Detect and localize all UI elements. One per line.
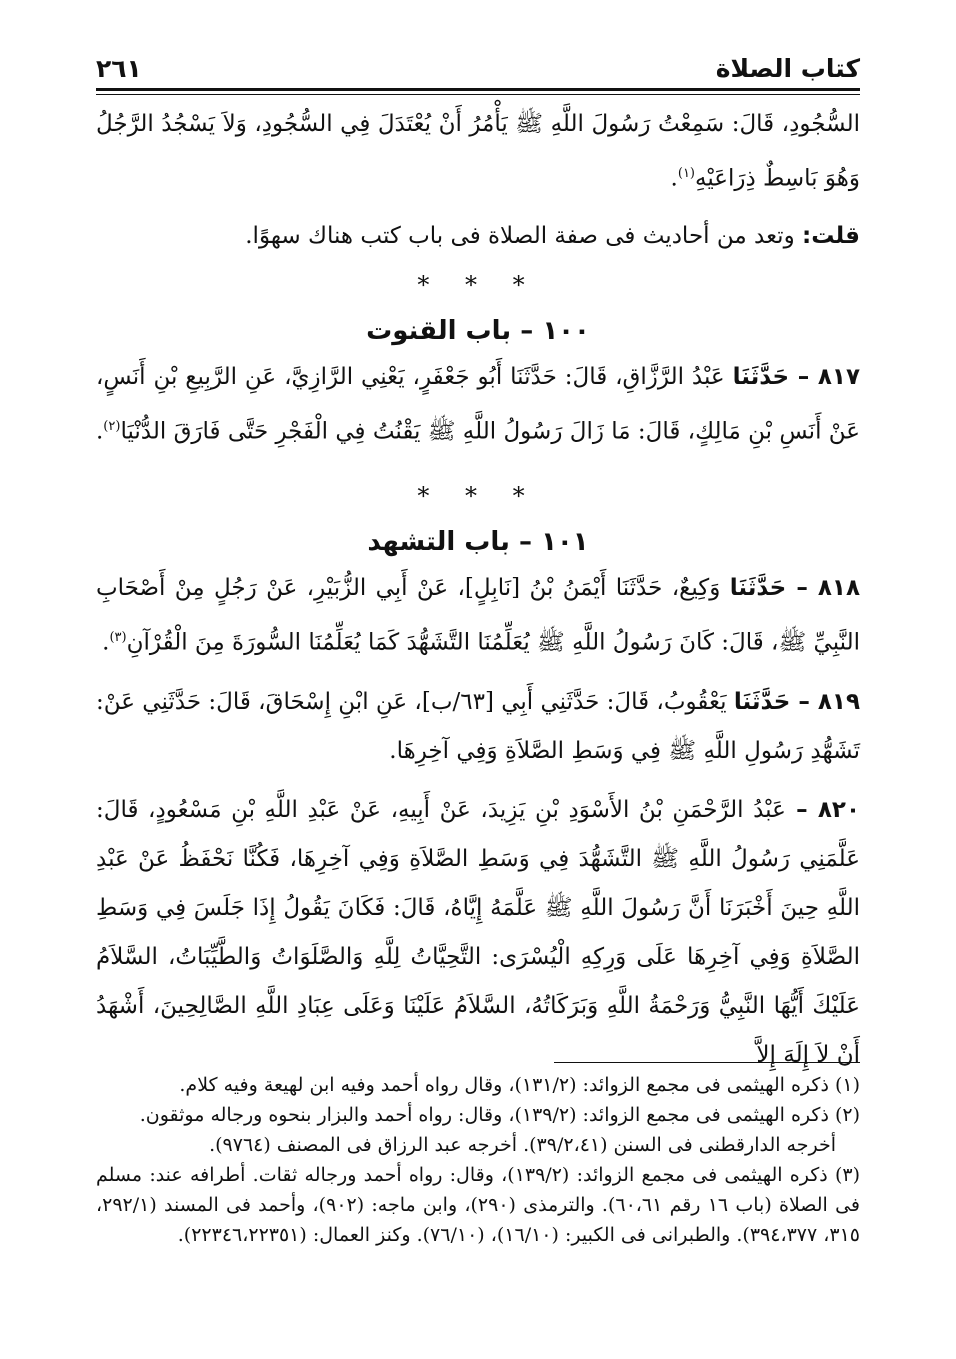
hadith-text: وَكِيعٌ، حَدَّثَنَا أَيْمَنُ بْنُ [نَابِلٍ]، عَنْ أَبِي الزُّبَيْرِ، عَنْ رَجُلٍ مِنْ أَصْحَابِ النَّبِيِّ ﷺ، قَالَ: كَانَ رَسُولُ اللَّهِ ﷺ يُعَلِّمُنَا التَّشَهُّدَ كَمَا يُعَلِّمُنَا السُّورَةَ مِنَ الْقُرْآنِ: [96, 575, 860, 656]
chapter-number: ١٠٠: [542, 315, 590, 346]
chapter-title: باب التشهد: [367, 527, 510, 558]
continued-paragraph: [96, 100, 860, 204]
footnote-ref-2: (٢): [103, 418, 121, 434]
hadith-dash: –: [790, 688, 818, 715]
page-header: [96, 48, 860, 88]
footnote-separator: [554, 1062, 860, 1063]
hadith-817: [96, 353, 860, 457]
footnote-1: [96, 1070, 860, 1100]
chapter-title: باب القنوت: [366, 315, 512, 346]
hadith-number: ٨١٨: [817, 575, 861, 602]
note-text: وتعد من أحاديث فى صفة الصلاة فى باب كتب هناك سهوًا.: [245, 222, 802, 249]
footnote-ref-1: (١): [677, 166, 695, 181]
footnotes: [96, 1070, 860, 1250]
hadith-819: [96, 678, 860, 776]
hadith-opening: حَدَّثَنَا: [732, 363, 790, 390]
header-rule-thin: [96, 94, 860, 95]
chapter-heading-101: [96, 520, 860, 564]
hadith-number: ٨١٧: [817, 363, 860, 390]
note-label: قلت:: [802, 222, 860, 249]
chapter-dash: –: [511, 315, 543, 346]
hadith-end: .: [102, 629, 110, 656]
hadith-opening: حَدَّثَنَا: [733, 688, 791, 715]
hadith-820: [96, 786, 860, 1080]
hadith-dash: –: [789, 363, 818, 390]
chapter-dash: –: [509, 527, 542, 558]
hadith-text: يَعْقُوبُ، قَالَ: حَدَّثَنِي أَبِي [٦٣/ب]، عَنِ ابْنِ إِسْحَاقَ، قَالَ: حَدَّثَنِي عَنْ: تَشَهُّدِ رَسُولِ اللَّهِ ﷺ فِي وَسَطِ الصَّلاَةِ وَفِي آخِرِهَا.: [96, 688, 860, 764]
footnote-2: [96, 1100, 860, 1160]
footnote-3: [96, 1160, 860, 1250]
editor-note: [96, 212, 860, 261]
hadith-dash: –: [785, 796, 818, 823]
running-title: كتاب الصلاة: [715, 53, 860, 83]
chapter-number: ١٠١: [541, 527, 589, 558]
hadith-818: [96, 564, 860, 668]
section-separator-stars: * * *: [417, 270, 539, 299]
continued-line-2: وَهُوَ بَاسِطٌ ذِرَاعَيْهِ: [695, 165, 860, 192]
footnote-line: وكنز العمال: (٢٢٣٤٦،٢٢٣٥١).: [177, 1224, 411, 1246]
footnote-line: (١) ذكره الهيثمى فى مجمع الزوائد: (١٣١/٢)، وقال رواه أحمد وفيه ابن لهيعة وفيه كلام.: [179, 1074, 860, 1096]
page-number: ٢٦١: [96, 53, 142, 83]
footnote-line: أخرجه الدارقطنى فى السنن (٣٩/٢،٤١). أخرجه عبد الرزاق فى المصنف (٩٧٦٤).: [209, 1134, 836, 1156]
footnote-line: مسلم فى الصلاة (باب ١٦ رقم ٦٠،٦١). والترمذى (٢٩٠)، وابن ماجه: (٩٠٢)، وأحمد: [96, 1164, 860, 1216]
continued-end: .: [670, 165, 678, 192]
hadith-end: .: [95, 418, 104, 445]
main-text: [96, 100, 860, 1080]
continued-line-1: السُّجُودِ، قَالَ: سَمِعْتُ رَسُولَ اللَّهِ ﷺ يَأْمُرُ أَنْ يُعْتَدَلَ فِي السُّجُودِ، وَلاَ يَسْجُدُ الرَّجُلُ: [96, 111, 860, 137]
hadith-text: عَبْدُ الرَّزَّاقِ، قَالَ: حَدَّثَنَا أَبُو جَعْفَرٍ، يَعْنِي الرَّازِيَّ، عَنِ الرَّبِيعِ بْنِ أَنَسٍ، عَنْ أَنَسِ بْنِ مَالِكٍ، قَالَ: مَا زَالَ رَسُولُ اللَّهِ ﷺ يَقْنُتُ فِي الْفَجْرِ حَتَّى فَارَقَ الدُّنْيَا: [96, 363, 860, 445]
hadith-opening: حَدَّثَنَا: [729, 575, 787, 602]
footnote-ref-3: (٣): [109, 630, 127, 646]
hadith-text: عَبْدُ الرَّحْمَنِ بْنُ الأَسْوَدِ بْنِ يَزِيدَ، عَنْ أَبِيهِ، عَنْ عَبْدِ اللَّهِ بْنِ مَسْعُودٍ، قَالَ: عَلَّمَنِي رَسُولُ اللَّهِ ﷺ التَّشَهُّدَ فِي وَسَطِ الصَّلاَةِ وَفِي آخِرِهَا، فَكُنَّا نَحْفَظُ عَنْ عَبْدِ اللَّهِ حِينَ أَخْبَرَنَا أَنَّ رَسُولَ اللَّهِ ﷺ عَلَّمَهُ إِيَّاهُ، قَالَ: فَكَانَ يَقُولُ إِذَا جَلَسَ فِي وَسَطِ الصَّلاَةِ وَفِي آخِرِهَا عَلَى وَرِكِهِ الْيُسْرَى: التَّحِيَّاتُ لِلَّهِ وَالصَّلَوَاتُ وَالطَّيِّبَاتُ، السَّلاَمُ عَلَيْكَ أَيُّهَا النَّبِيُّ وَرَحْمَةُ اللَّهِ وَبَرَكَاتُهُ، السَّلاَمُ عَلَيْنَا وَعَلَى عِبَادِ اللَّهِ الصَّالِحِينَ، أَشْهَدُ أَنْ لاَ إِلَهَ إِلاَّ: [96, 796, 860, 1068]
footnote-line: (٢) ذكره الهيثمى فى مجمع الزوائد: (١٣٩/٢)، وقال: رواه أحمد والبزار بنحوه ورجاله موثقون.: [139, 1104, 860, 1126]
hadith-number: ٨١٩: [817, 688, 860, 715]
chapter-heading-100: [96, 309, 860, 353]
header-rule-thick: [96, 88, 860, 91]
section-separator-stars-2: * * *: [417, 482, 539, 511]
hadith-number: ٨٢٠: [817, 796, 860, 823]
footnote-line: فى المسند (٢٩٢/١، ٣١٥، ٣٩٤،٣٧٧). والطبرانى فى الكبير: (١٦/١٠)، (٧٦/١٠).: [96, 1194, 860, 1246]
footnote-line: (٣) ذكره الهيثمى فى مجمع الزوائد: (١٣٩/٢)، وقال: رواه أحمد ورجاله ثقات. أطرافه عند:: [149, 1164, 860, 1186]
hadith-dash: –: [786, 575, 818, 602]
